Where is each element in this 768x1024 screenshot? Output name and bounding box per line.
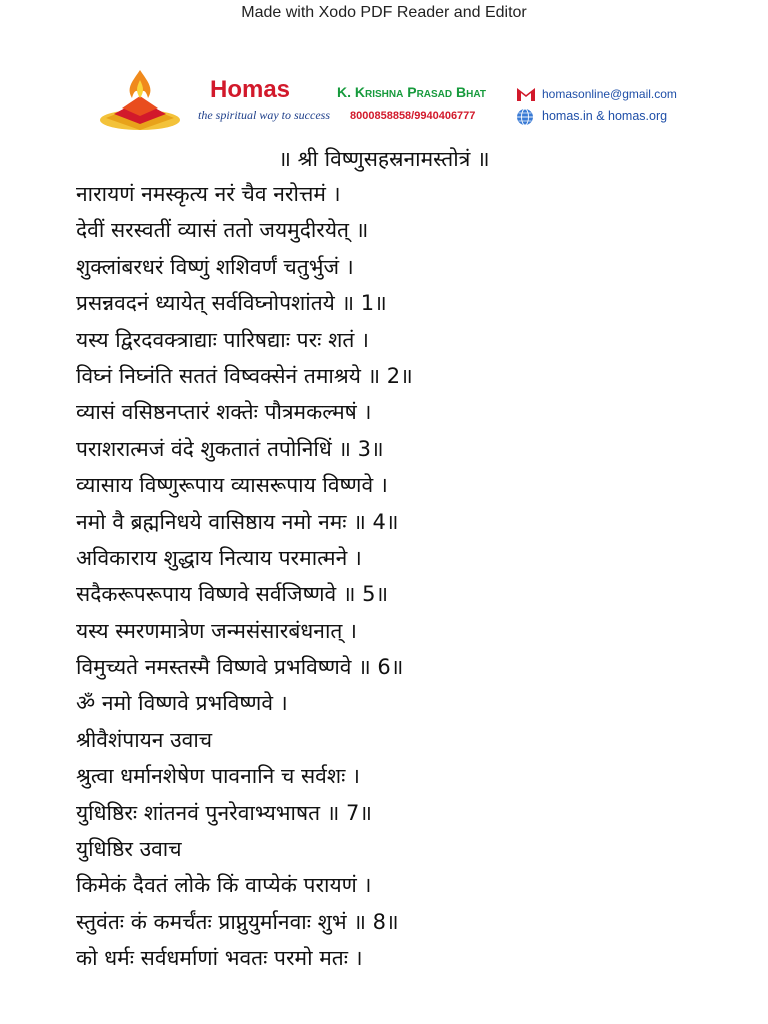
verse-line: प्रसन्नवदनं ध्यायेत् सर्वविघ्नोपशांतये ॥ 1॥ bbox=[76, 291, 387, 316]
stotra-title: ॥ श्री विष्णुसहस्रनामस्तोत्रं ॥ bbox=[278, 147, 490, 171]
homas-banner bbox=[84, 66, 690, 132]
pdf-watermark: Made with Xodo PDF Reader and Editor bbox=[241, 4, 527, 21]
verse-line: सदैकरूपरूपाय विष्णवे सर्वजिष्णवे ॥ 5॥ bbox=[76, 582, 389, 607]
homa-fire-logo-icon bbox=[96, 66, 182, 132]
verse-line: नमो वै ब्रह्मनिधये वासिष्ठाय नमो नमः ॥ 4॥ bbox=[76, 509, 399, 534]
verse-line: नारायणं नमस्कृत्य नरं चैव नरोत्तमं । bbox=[76, 182, 341, 206]
verse-line: युधिष्ठिरः शांतनवं पुनरेवाभ्यभाषत ॥ 7॥ bbox=[76, 800, 372, 825]
contact-email: homasonline@gmail.com bbox=[542, 87, 677, 101]
brand-name: Homas bbox=[210, 76, 291, 103]
verse-line: यस्य स्मरणमात्रेण जन्मसंसारबंधनात् । bbox=[76, 618, 357, 643]
verse-line: शुक्लांबरधरं विष्णुं शशिवर्णं चतुर्भुजं । bbox=[76, 254, 354, 279]
verse-line: को धर्मः सर्वधर्माणां भवतः परमो मतः । bbox=[76, 946, 363, 971]
brand-tagline: the spiritual way to success bbox=[198, 108, 330, 122]
verse-line: पराशरात्मजं वंदे शुकतातं तपोनिधिं ॥ 3॥ bbox=[76, 436, 384, 461]
verse-line: अविकाराय शुद्धाय नित्याय परमात्मने । bbox=[76, 545, 362, 570]
verse-line: ॐ नमो विष्णवे प्रभविष्णवे । bbox=[76, 691, 288, 716]
contact-person: K. Krishna Prasad Bhat bbox=[337, 84, 486, 100]
contact-website: homas.in & homas.org bbox=[542, 109, 668, 123]
verse-line: विमुच्यते नमस्तस्मै विष्णवे प्रभविष्णवे ॥ 6॥ bbox=[76, 655, 404, 680]
globe-icon bbox=[516, 108, 534, 126]
gmail-icon bbox=[516, 86, 536, 102]
verse-line: श्रीवैशंपायन उवाच bbox=[76, 727, 213, 752]
verse-line: व्यासं वसिष्ठनप्तारं शक्तेः पौत्रमकल्मषं । bbox=[76, 400, 372, 425]
verse-line: किमेकं दैवतं लोके किं वाप्येकं परायणं । bbox=[76, 873, 372, 898]
verse-line: स्तुवंतः कं कमर्चंतः प्राप्नुयुर्मानवाः शुभं ॥ 8॥ bbox=[76, 909, 399, 934]
verse-line: श्रुत्वा धर्मानशेषेण पावनानि च सर्वशः । bbox=[76, 764, 361, 789]
verse-line: व्यासाय विष्णुरूपाय व्यासरूपाय विष्णवे । bbox=[76, 473, 388, 498]
verse-line: यस्य द्विरदवक्त्राद्याः पारिषद्याः परः शतं । bbox=[76, 327, 369, 352]
verse-line: देवीं सरस्वतीं व्यासं ततो जयमुदीरयेत् ॥ bbox=[76, 218, 369, 243]
verse-line: विघ्नं निघ्नंति सततं विष्वक्सेनं तमाश्रये ॥ 2॥ bbox=[76, 363, 413, 388]
verse-line: युधिष्ठिर उवाच bbox=[76, 837, 182, 862]
contact-phone: 8000858858/9940406777 bbox=[350, 110, 476, 122]
verse-list bbox=[76, 176, 736, 977]
